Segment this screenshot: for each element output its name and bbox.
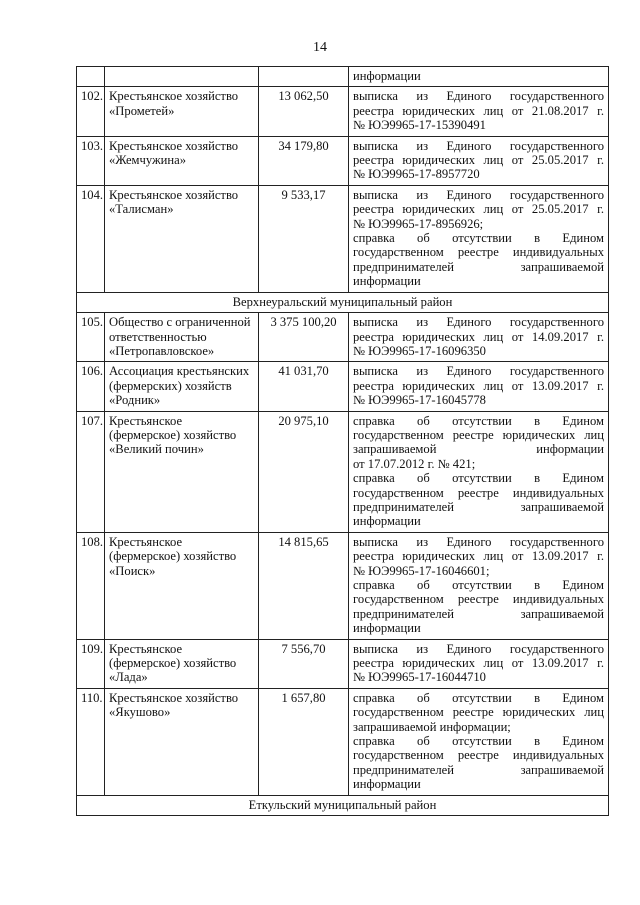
organization-name-line: «Лада» bbox=[109, 670, 148, 685]
basis-line: государственном реестре индивидуальных bbox=[353, 485, 604, 500]
basis-line: выписка из Единого государственного bbox=[353, 187, 604, 202]
organization-name-line: (фермерское) хозяйство bbox=[109, 427, 237, 442]
basis-line: выписка из Единого государственного bbox=[353, 89, 604, 104]
basis-line: реестра юридических лиц от 25.05.2017 г. bbox=[353, 153, 604, 168]
organization-name-cell bbox=[105, 67, 259, 87]
organization-name-cell bbox=[105, 313, 259, 362]
basis-line: выписка из Единого государственного bbox=[353, 315, 604, 330]
basis-line: № ЮЭ9965-17-16045778 bbox=[353, 393, 486, 408]
basis-line: справка об отсутствии в Едином bbox=[353, 734, 604, 749]
basis-line: № ЮЭ9965-17-8956926; bbox=[353, 216, 484, 231]
basis-cell bbox=[349, 362, 609, 411]
basis-line: государственном реестре индивидуальных bbox=[353, 748, 604, 763]
row-number: 102. bbox=[77, 87, 105, 136]
row-number: 107. bbox=[77, 411, 105, 532]
organization-name-line: Крестьянское хозяйство bbox=[109, 138, 239, 153]
basis-line: информации bbox=[353, 274, 421, 289]
basis-line: от 17.07.2012 г. № 421; bbox=[353, 456, 476, 471]
organization-name-line: (фермерских) хозяйств bbox=[109, 378, 232, 393]
amount: 41 031,70 bbox=[259, 362, 349, 411]
amount: 34 179,80 bbox=[259, 136, 349, 185]
basis-cell bbox=[349, 185, 609, 292]
organization-name-line: «Жемчужина» bbox=[109, 153, 187, 168]
organization-name-line: (фермерское) хозяйство bbox=[109, 656, 237, 671]
organization-name-line: Крестьянское bbox=[109, 641, 183, 656]
basis-line: реестра юридических лиц от 13.09.2017 г. bbox=[353, 378, 604, 393]
organization-name-cell bbox=[105, 87, 259, 136]
basis-line: справка об отсутствии в Едином bbox=[353, 578, 604, 592]
organization-name-line: Ассоциация крестьянских bbox=[109, 364, 250, 379]
amount: 9 533,17 bbox=[259, 185, 349, 292]
basis-line: государственном реестре индивидуальных bbox=[353, 592, 604, 607]
organization-name-cell bbox=[105, 639, 259, 688]
row-number: 103. bbox=[77, 136, 105, 185]
district-name: Еткульский муниципальный район bbox=[77, 795, 609, 815]
organization-name-line: Крестьянское хозяйство bbox=[109, 89, 239, 104]
basis-line: информации bbox=[353, 514, 421, 529]
organization-name-line: «Поиск» bbox=[109, 563, 156, 578]
district-header-row bbox=[77, 795, 609, 815]
basis-line: государственном реестре юридических лиц bbox=[353, 427, 604, 442]
organization-name-line: Общество с ограниченной bbox=[109, 315, 251, 330]
basis-cell bbox=[349, 639, 609, 688]
district-header-row bbox=[77, 292, 609, 312]
organization-name-cell bbox=[105, 362, 259, 411]
page-number: 14 bbox=[313, 40, 327, 55]
basis-line: реестра юридических лиц от 13.09.2017 г. bbox=[353, 549, 604, 564]
table-row bbox=[77, 185, 609, 292]
organization-name-cell bbox=[105, 411, 259, 532]
basis-line: № ЮЭ9965-17-16044710 bbox=[353, 670, 486, 685]
basis-line: № ЮЭ9965-17-8957720 bbox=[353, 167, 480, 182]
basis-line: справка об отсутствии в Едином bbox=[353, 231, 604, 246]
basis-line: выписка из Единого государственного bbox=[353, 641, 604, 656]
basis-line: информации bbox=[353, 69, 421, 83]
basis-line: реестра юридических лиц от 14.09.2017 г. bbox=[353, 329, 604, 344]
organization-name-line: Крестьянское хозяйство bbox=[109, 187, 239, 202]
basis-cell bbox=[349, 411, 609, 532]
organization-name-line: «Прометей» bbox=[109, 103, 175, 118]
organization-name-line: «Якушово» bbox=[109, 705, 171, 720]
amount-cell bbox=[259, 67, 349, 87]
organization-name-line: (фермерское) хозяйство bbox=[109, 549, 237, 564]
basis-line: справка об отсутствии в Едином bbox=[353, 690, 604, 705]
basis-line: выписка из Единого государственного bbox=[353, 138, 604, 153]
basis-line: государственном реестре юридических лиц bbox=[353, 705, 604, 720]
organization-name-cell bbox=[105, 688, 259, 795]
organization-name-line: «Родник» bbox=[109, 393, 161, 408]
amount: 14 815,65 bbox=[259, 532, 349, 639]
table-row bbox=[77, 87, 609, 136]
row-number: 106. bbox=[77, 362, 105, 411]
row-number: 105. bbox=[77, 313, 105, 362]
basis-cell bbox=[349, 67, 609, 87]
basis-line: реестра юридических лиц от 25.05.2017 г. bbox=[353, 202, 604, 217]
basis-cell bbox=[349, 136, 609, 185]
basis-line: № ЮЭ9965-17-16046601; bbox=[353, 563, 490, 578]
organization-name-line: «Петропавловское» bbox=[109, 343, 215, 358]
row-number-cell bbox=[77, 67, 105, 87]
basis-line: № ЮЭ9965-17-15390491 bbox=[353, 118, 486, 133]
organization-name-line: Крестьянское bbox=[109, 413, 183, 428]
basis-cell bbox=[349, 532, 609, 639]
basis-line: предпринимателей запрашиваемой bbox=[353, 606, 604, 621]
amount: 3 375 100,20 bbox=[259, 313, 349, 362]
basis-line: предпринимателей запрашиваемой bbox=[353, 499, 604, 514]
organization-name-cell bbox=[105, 185, 259, 292]
basis-line: информации bbox=[353, 777, 421, 792]
amount: 1 657,80 bbox=[259, 688, 349, 795]
basis-line: справка об отсутствии в Едином bbox=[353, 413, 604, 428]
table-row bbox=[77, 136, 609, 185]
table-row bbox=[77, 639, 609, 688]
row-number: 109. bbox=[77, 639, 105, 688]
organization-name-line: ответственностью bbox=[109, 329, 207, 344]
basis-line: запрашиваемой информации; bbox=[353, 719, 511, 734]
table-row bbox=[77, 313, 609, 362]
basis-line: реестра юридических лиц от 13.09.2017 г. bbox=[353, 656, 604, 671]
organizations-table bbox=[76, 66, 609, 816]
table-row bbox=[77, 362, 609, 411]
basis-line: предпринимателей запрашиваемой bbox=[353, 259, 604, 274]
table-body bbox=[77, 67, 609, 816]
amount: 7 556,70 bbox=[259, 639, 349, 688]
district-name: Верхнеуральский муниципальный район bbox=[77, 292, 609, 312]
table-row-continuation bbox=[77, 67, 609, 87]
row-number: 104. bbox=[77, 185, 105, 292]
organization-name-line: «Талисман» bbox=[109, 202, 174, 217]
basis-cell bbox=[349, 688, 609, 795]
basis-line: выписка из Единого государственного bbox=[353, 534, 604, 549]
basis-line: реестра юридических лиц от 21.08.2017 г. bbox=[353, 103, 604, 118]
organization-name-line: Крестьянское bbox=[109, 534, 183, 549]
organization-name-line: Крестьянское хозяйство bbox=[109, 690, 239, 705]
basis-line: выписка из Единого государственного bbox=[353, 364, 604, 379]
basis-line: государственном реестре индивидуальных bbox=[353, 245, 604, 260]
table-row bbox=[77, 532, 609, 639]
basis-line: запрашиваемой информации bbox=[353, 442, 604, 457]
amount: 20 975,10 bbox=[259, 411, 349, 532]
row-number: 110. bbox=[77, 688, 105, 795]
row-number: 108. bbox=[77, 532, 105, 639]
organization-name-cell bbox=[105, 136, 259, 185]
basis-cell bbox=[349, 313, 609, 362]
basis-line: справка об отсутствии в Едином bbox=[353, 471, 604, 486]
basis-cell bbox=[349, 87, 609, 136]
basis-line: предпринимателей запрашиваемой bbox=[353, 762, 604, 777]
amount: 13 062,50 bbox=[259, 87, 349, 136]
organization-name-cell bbox=[105, 532, 259, 639]
table-row bbox=[77, 411, 609, 532]
organization-name-line: «Великий почин» bbox=[109, 442, 204, 457]
table-row bbox=[77, 688, 609, 795]
basis-line: информации bbox=[353, 621, 421, 636]
basis-line: № ЮЭ9965-17-16096350 bbox=[353, 343, 486, 358]
